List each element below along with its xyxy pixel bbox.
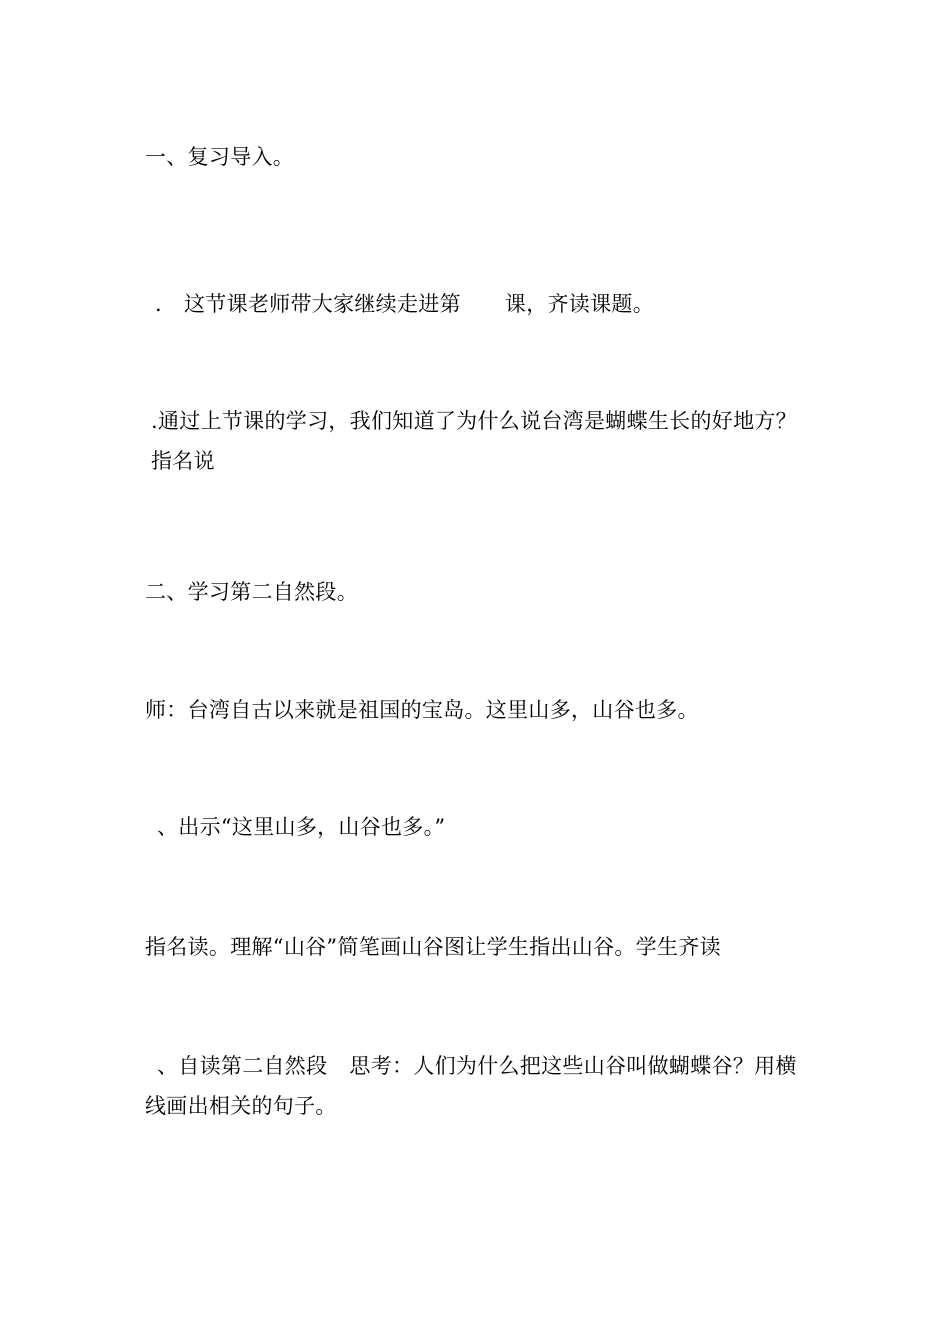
paragraph-item-2: [145, 401, 815, 481]
section-heading-paragraph-two: [145, 575, 815, 609]
step-2-paragraph: [145, 1046, 815, 1126]
step-2-text-b: 思考：人们为什么把这些山谷叫做蝴蝶谷？用横线画出相关的句子。: [145, 1054, 797, 1118]
section-heading-review-text: 一、复习导入。: [145, 145, 295, 169]
section-heading-paragraph-two-text: 二、学习第二自然段。: [145, 580, 358, 604]
step-1-detail-line: [145, 930, 815, 964]
paragraph-item-1: [145, 287, 815, 321]
step-1-text: 、出示“这里山多，山谷也多。”: [157, 815, 446, 839]
teacher-line-text: 师：台湾自古以来就是祖国的宝岛。这里山多，山谷也多。: [145, 698, 699, 722]
step-2-text-a: 、自读第二自然段: [157, 1054, 328, 1078]
item-1-prefix: .: [155, 292, 162, 316]
section-heading-review: [145, 140, 815, 174]
step-1-line: [145, 810, 827, 844]
teacher-line: [145, 693, 815, 727]
step-1-detail-text: 指名读。理解“山谷”简笔画山谷图让学生指出山谷。学生齐读: [145, 935, 721, 959]
item-1-text-a: 这节课老师带大家继续走进第: [183, 292, 461, 316]
item-2-text: .通过上节课的学习，我们知道了为什么说台湾是蝴蝶生长的好地方？指名说: [151, 409, 797, 473]
item-1-text-b: 课，齐读课题。: [504, 292, 654, 316]
